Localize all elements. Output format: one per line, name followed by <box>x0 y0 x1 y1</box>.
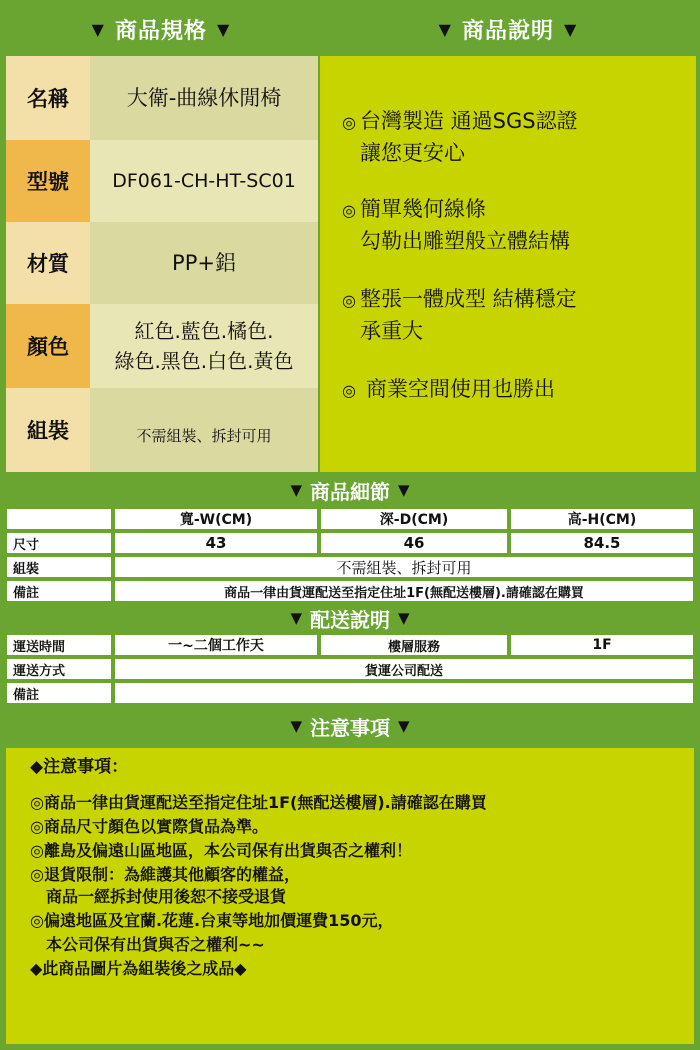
spec-header-title: 商品規格 <box>114 18 207 44</box>
triangle-down-icon: ▼ <box>564 19 578 39</box>
detail-header <box>0 474 700 506</box>
triangle-down-icon: ▼ <box>398 481 410 499</box>
detail-header-title: 商品細節 <box>310 479 390 504</box>
notice-line: ◆此商品圖片為組裝後之成品◆ <box>30 959 247 978</box>
detail-size-width: 43 <box>114 532 318 554</box>
notice-line: ◎離島及偏遠山區地區，本公司保有出貨與否之權利！ <box>30 841 412 860</box>
triangle-down-icon: ▼ <box>290 717 302 735</box>
shipping-note-value <box>114 682 694 704</box>
notice-line: ◎偏遠地區及宜蘭.花蓮.台東等地加價運費150元， <box>30 911 394 930</box>
shipping-floor-label: 樓層服務 <box>320 634 508 656</box>
desc-item-line2: 承重大 <box>360 319 423 343</box>
desc-item <box>342 106 578 168</box>
spec-value-color <box>90 304 318 388</box>
detail-note-label: 備註 <box>6 580 112 602</box>
spec-label-model: 型號 <box>6 140 90 222</box>
spec-value-color-line1: 紅色.藍色.橘色. <box>134 319 274 343</box>
detail-assembly-value: 不需組裝、拆封可用 <box>114 556 694 578</box>
notice-line: ◎商品尺寸顏色以實際貨品為準。 <box>30 817 268 836</box>
desc-item-line2: 勾勒出雕塑般立體結構 <box>360 229 570 253</box>
desc-item <box>342 194 570 256</box>
spec-value-model: DF061-CH-HT-SC01 <box>90 140 318 222</box>
desc-item <box>342 284 577 346</box>
desc-item-line1: 台灣製造 通過SGS認證 <box>359 109 578 133</box>
notice-line: 本公司保有出貨與否之權利~~ <box>30 935 265 954</box>
desc-header-title: 商品說明 <box>461 18 554 44</box>
triangle-down-icon: ▼ <box>398 609 410 627</box>
bullet-icon: ◎ <box>342 381 356 400</box>
shipping-time-label: 運送時間 <box>6 634 112 656</box>
detail-col-depth: 深-D(CM) <box>320 508 508 530</box>
triangle-down-icon: ▼ <box>290 609 302 627</box>
spec-value-color-line2: 綠色.黑色.白色.黃色 <box>114 349 294 373</box>
notice-line: 商品一經拆封使用後恕不接受退貨 <box>30 887 287 906</box>
shipping-method-label: 運送方式 <box>6 658 112 680</box>
triangle-down-icon: ▼ <box>217 19 231 39</box>
spec-header <box>6 4 316 54</box>
detail-note-value: 商品一律由貨運配送至指定住址1F(無配送樓層).請確認在購買 <box>114 580 694 602</box>
shipping-header <box>0 604 700 632</box>
bullet-icon: ◎ <box>342 291 356 310</box>
desc-item-line1: 商業空間使用也勝出 <box>365 377 555 401</box>
shipping-floor-value: 1F <box>510 634 694 656</box>
detail-col-width: 寬-W(CM) <box>114 508 318 530</box>
notice-header <box>0 706 700 746</box>
shipping-method-value: 貨運公司配送 <box>114 658 694 680</box>
notice-line: ◎商品一律由貨運配送至指定住址1F(無配送樓層).請確認在購買 <box>30 793 487 812</box>
triangle-down-icon: ▼ <box>398 717 410 735</box>
notice-header-title: 注意事項 <box>310 715 390 740</box>
triangle-down-icon: ▼ <box>91 19 105 39</box>
desc-item-line1: 簡單幾何線條 <box>359 197 486 221</box>
notice-line: ◎退貨限制：為維護其他顧客的權益， <box>30 865 300 884</box>
triangle-down-icon: ▼ <box>438 19 452 39</box>
spec-value-assembly: 不需組裝、拆封可用 <box>90 388 318 472</box>
shipping-header-title: 配送說明 <box>310 607 390 632</box>
desc-panel <box>320 56 696 472</box>
spec-table <box>6 56 318 472</box>
desc-header <box>320 4 696 54</box>
triangle-down-icon: ▼ <box>290 481 302 499</box>
detail-size-depth: 46 <box>320 532 508 554</box>
notice-title: ◆注意事項： <box>30 757 129 777</box>
desc-item-line2: 讓您更安心 <box>360 141 465 165</box>
spec-value-name: 大衛-曲線休閒椅 <box>90 56 318 140</box>
spec-label-color: 顏色 <box>6 304 90 388</box>
detail-assembly-label: 組裝 <box>6 556 112 578</box>
desc-item <box>342 374 555 406</box>
detail-header-blank <box>6 508 112 530</box>
spec-value-material: PP+鋁 <box>90 222 318 304</box>
detail-size-label: 尺寸 <box>6 532 112 554</box>
detail-size-height: 84.5 <box>510 532 694 554</box>
notice-panel <box>6 748 694 1044</box>
bullet-icon: ◎ <box>342 113 356 132</box>
spec-label-material: 材質 <box>6 222 90 304</box>
bullet-icon: ◎ <box>342 201 356 220</box>
shipping-time-value: 一~二個工作天 <box>114 634 318 656</box>
desc-item-line1: 整張一體成型 結構穩定 <box>359 287 577 311</box>
spec-label-name: 名稱 <box>6 56 90 140</box>
shipping-note-label: 備註 <box>6 682 112 704</box>
detail-col-height: 高-H(CM) <box>510 508 694 530</box>
spec-label-assembly: 組裝 <box>6 388 90 472</box>
